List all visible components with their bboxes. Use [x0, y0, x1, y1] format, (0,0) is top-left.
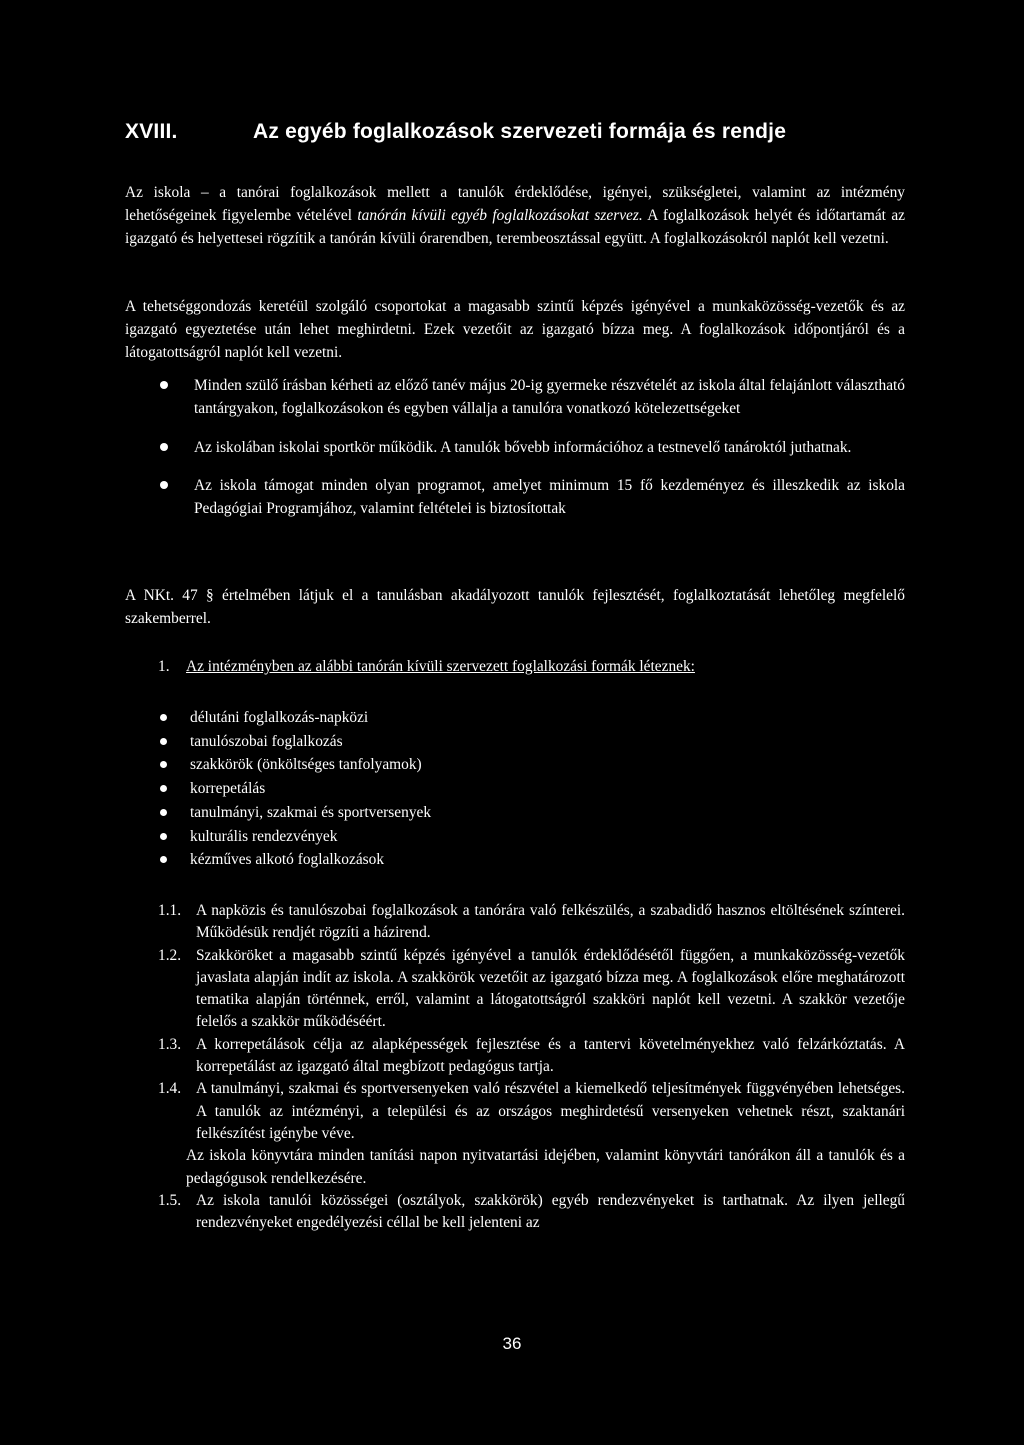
- numbered-item: [158, 1190, 905, 1235]
- list-item-text: Az iskola támogat minden olyan programot, amelyet minimum 15 fő kezdeményez és illeszkedik az iskola Pedagógiai Programjához, valamint feltételei is biztosítottak: [194, 477, 905, 518]
- bullet-icon: [160, 785, 167, 792]
- bullet-icon: [160, 856, 167, 863]
- list-item-text: Az iskolában iskolai sportkör működik. A tanulók bővebb információhoz a testnevelő tanároktól juthatnak.: [194, 438, 852, 456]
- list-item: [160, 777, 760, 801]
- list-item-text: tanulószobai foglalkozás: [190, 732, 343, 750]
- item-number: 1.3.: [158, 1035, 182, 1053]
- section-heading: [125, 120, 905, 144]
- bullet-icon: [160, 381, 168, 389]
- item-text: A tanulmányi, szakmai és sportversenyeken való részvétel a kiemelkedő teljesítmények függvényében lehetséges. A tanulók az intézményi, a települési és az országos meghirdetésű versenyeken vehetnek részt, szaktanári felkészítést igénybe véve.: [196, 1080, 905, 1142]
- item-text: A korrepetálások célja az alapképességek fejlesztése és a tantervi követelményekhez való felzárkóztatás. A korrepetálást az igazgató által megbízott pedagógus tartja.: [196, 1035, 905, 1076]
- list-item-text: délutáni foglalkozás-napközi: [190, 709, 369, 726]
- intro-text-2: A foglalkozások helyét és időtartamát az igazgató és helyettesei rögzítik a tanórán kívüli órarendben, terembeosztással együtt. A foglalkozásokról naplót kell vezetni.: [125, 206, 905, 247]
- subsection-heading: [158, 656, 908, 678]
- item-number: 1.1.: [158, 902, 182, 919]
- numbered-rules: [158, 900, 905, 1234]
- item-number: 1.2.: [158, 946, 182, 964]
- bullet-icon: [160, 809, 167, 816]
- subsection-title: Az intézményben az alábbi tanórán kívüli szervezett foglalkozási formák léteznek:: [186, 658, 695, 675]
- section-number: XVIII.: [125, 120, 178, 143]
- subsection-number: 1.: [158, 658, 170, 675]
- list-item: [160, 437, 905, 460]
- numbered-item: [158, 945, 905, 1034]
- library-paragraph: Az iskola könyvtára minden tanítási napon nyitvatartási idejében, valamint könyvtári tanórákon áll a tanulók és a pedagógusok rendelkezésére.: [186, 1147, 905, 1187]
- bullet-icon: [160, 761, 167, 768]
- intro-text-1: Az iskola – a tanórai foglalkozások mellett a tanulók érdeklődése, igényei, szükségletei, valamint az intézmény lehetőségeinek figyelembe vételével: [125, 184, 905, 224]
- list-item-text: tanulmányi, szakmai és sportversenyek: [190, 803, 432, 821]
- item-number: 1.5.: [158, 1191, 182, 1209]
- numbered-item: [158, 1034, 905, 1079]
- list-item: [160, 475, 905, 521]
- bullet-icon: [160, 738, 167, 745]
- bullet-icon: [160, 481, 168, 489]
- list-item-text: kulturális rendezvények: [190, 827, 338, 845]
- item-text: Az iskola tanulói közösségei (osztályok, szakkörök) egyéb rendezvényeket is tarthatnak. Az ilyen jellegű rendezvényeket engedélyezési céllal be kell jelenteni az: [196, 1191, 905, 1232]
- list-item: [160, 825, 760, 849]
- list-item-text: kézműves alkotó foglalkozások: [190, 851, 385, 869]
- numbered-item: [158, 900, 905, 945]
- item-text: Szakköröket a magasabb szintű képzés igényével a tanulók érdeklődésétől függően, a munkaközösség-vezetők javaslata alapján indít az iskola. A szakkörök vezetőit az igazgató bízza meg. A foglalkozások előre meghatározott tematika alapján történnek, erről, valamint a látogatottságról szakköri naplót kell vezetni. A szakkör vezetője felelős a szakkör működéséért.: [196, 946, 905, 1031]
- activity-forms-list: [160, 706, 760, 872]
- numbered-item: [158, 1078, 905, 1145]
- list-item: [160, 848, 760, 872]
- section-title: Az egyéb foglalkozások szervezeti formája és rendje: [253, 120, 787, 143]
- bullet-icon: [160, 443, 168, 451]
- nkt-paragraph: A NKt. 47 § értelmében látjuk el a tanulásban akadályozott tanulók fejlesztését, foglalkoztatását lehetőleg megfelelő szakemberrel.: [125, 587, 905, 627]
- list-item-text: korrepetálás: [190, 780, 266, 798]
- parent-rules-list: [160, 375, 905, 521]
- intro-italic: tanórán kívüli egyéb foglalkozásokat szervez.: [357, 206, 643, 224]
- intro-paragraph: [125, 182, 905, 250]
- talent-paragraph: A tehetséggondozás keretéül szolgáló csoportokat a magasabb szintű képzés igényével a munkaközösség-vezetők és az igazgató egyeztetése után lehet meghirdetni. Ezek vezetőit az igazgató bízza meg. A foglalkozások időpontjáról és a látogatottságról naplót kell vezetni.: [125, 298, 905, 361]
- list-item: [160, 730, 760, 754]
- list-item: [160, 753, 760, 777]
- bullet-icon: [160, 833, 167, 840]
- item-text: A napközis és tanulószobai foglalkozások a tanórára való felkészülés, a szabadidő hasznos eltöltésének színterei. Működésük rendjét rögzíti a házirend.: [196, 902, 905, 942]
- bullet-icon: [160, 714, 167, 721]
- page-number: 36: [502, 1334, 522, 1353]
- list-item: [160, 706, 760, 730]
- item-number: 1.4.: [158, 1080, 182, 1098]
- list-item: [160, 801, 760, 825]
- list-item-text: szakkörök (önköltséges tanfolyamok): [190, 756, 422, 774]
- list-item: [160, 375, 905, 421]
- list-item-text: Minden szülő írásban kérheti az előző tanév május 20-ig gyermeke részvételét az iskola által felajánlott választható tantárgyakon, foglalkozásokon és egyben vállalja a tanulóra vonatkozó kötelezettségeket: [194, 377, 905, 417]
